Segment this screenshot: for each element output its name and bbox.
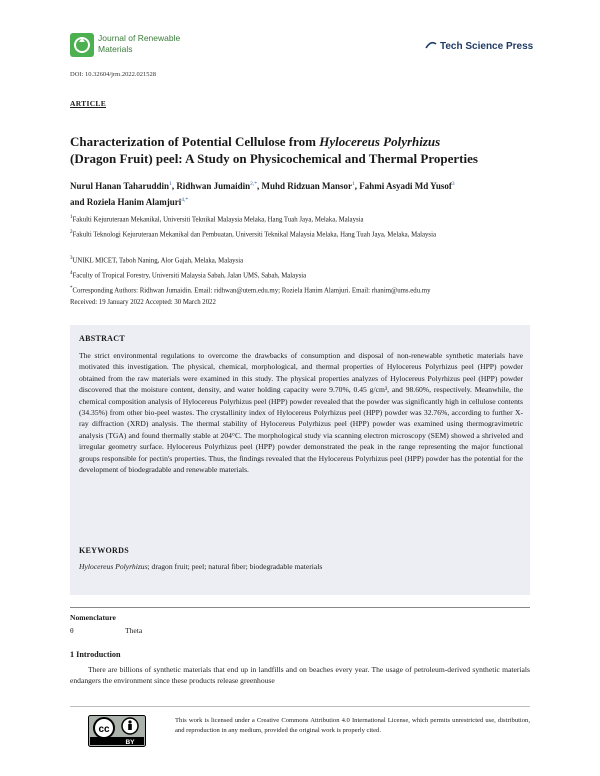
abstract-heading: ABSTRACT: [79, 334, 125, 343]
author: Muhd Ridzuan Mansor$^1$,: [261, 181, 360, 191]
author: and Roziela Hanim Alamjuri$^{4,*}$: [70, 197, 189, 207]
affiliation: $^3$UNIKL MICET, Taboh Naning, Alor Gajah, Melaka, Malaysia: [70, 256, 244, 265]
journal-name: Journal of Renewable Materials: [98, 33, 181, 54]
keywords-text: Hylocereus Polyrhizus; dragon fruit; peel; natural fiber; biodegradable materials: [79, 562, 323, 571]
corresponding-authors: *Corresponding Authors: Ridhwan Jumaidin. Email: ridhwan@utem.edu.my; Roziela Hanim Alamjuri. Email: rhanim@ums.edu.my: [70, 286, 431, 295]
author: Fahmi Asyadi Md Yusof$^3$: [359, 181, 455, 191]
paper-title: Characterization of Potential Cellulose from Hylocereus Polyrhizus (Dragon Fruit) peel: A Study on Physicochemical and Thermal Properties: [70, 134, 478, 166]
nomenclature-heading: Nomenclature: [70, 613, 116, 622]
nomenclature-symbol: θ: [70, 626, 74, 635]
license-text: This work is licensed under a Creative Commons Attribution 4.0 International License, which permits unrestricted use, distribution, and reproduction in any medium, provided the original work is properly cited.: [175, 717, 530, 734]
author-list: [70, 177, 540, 209]
creative-commons-by-icon: [88, 715, 146, 747]
svg-text:cc: cc: [98, 724, 110, 735]
nomenclature-divider: [70, 607, 530, 608]
journal-logo-icon: [70, 33, 94, 57]
publisher-swoosh-icon: [425, 40, 437, 52]
affiliation: $^2$Fakulti Teknologi Kejuruteraan Mekanikal dan Pembuatan, Universiti Teknikal Malaysia Melaka, Hang Tuah Jaya, Melaka, Malaysia: [70, 230, 436, 239]
svg-text:BY: BY: [125, 739, 135, 746]
affiliation: $^1$Fakulti Kejuruteraan Mekanikal, Universiti Teknikal Malaysia Melaka, Hang Tuah Jaya, Melaka, Malaysia: [70, 215, 364, 224]
author: Nurul Hanan Taharuddin$^1$,: [70, 181, 177, 191]
keywords-heading: KEYWORDS: [79, 546, 129, 555]
affiliation: $^4$Faculty of Tropical Forestry, Universiti Malaysia Sabah, Jalan UMS, Sabah, Malaysia: [70, 271, 307, 280]
nomenclature-definition: Theta: [125, 626, 143, 635]
introduction-heading: 1 Introduction: [70, 650, 121, 659]
doi: DOI: 10.32604/jrm.2022.021528: [70, 71, 156, 78]
author: Ridhwan Jumaidin$^{2,*}$,: [176, 181, 262, 191]
abstract-text: The strict environmental regulations to overcome the drawbacks of consumption and disposal of non-renewable synthetic materials have motivated this investigation. The physical, chemical, morphological, and thermal properties of Hylocereus Polyrhizus peel (HPP) powder obtained from the raw materials were examined in this study. The physical properties analyzes of Hylocereus Polyrhizus peel (HPP) powder discovered that the moisture content, density, and water holding capacity were 9.70%, 0.45 g/cm³, and 98.60%, respectively. Meanwhile, the chemical composition analysis of Hylocereus Polyrhizus peel (HPP) powder revealed that the powder was significantly high in cellulose contents (34.35%) from other bio-peel wastes. The crystallinity index of Hylocereus Polyrhizus peel (HPP) powder was 32.76%, according to further X-ray diffraction (XRD) analysis. The thermal stability of Hylocereus Polyrhizus peel (HPP) powder was examined using thermogravimetric analysis (TGA) and found thermally stable at 204°C. The morphological study via scanning electron microscopy (SEM) showed a shriveled and irregular geometry surface. Hylocereus Polyrhizus peel (HPP) powder demonstrated the peak in the range representing the major functional groups responsible for pectin's properties. Thus, the findings revealed that the Hylocereus Polyrhizus peel (HPP) powder has the potential for the development of biodegradable and renewable materials.: [79, 351, 523, 475]
received-accepted-dates: Received: 19 January 2022 Accepted: 30 March 2022: [70, 299, 216, 306]
article-type-label: ARTICLE: [70, 99, 107, 108]
publisher-logo: Tech Science Press: [425, 40, 533, 52]
introduction-text: There are billions of synthetic materials that end up in landfills and on beaches every year. The usage of petroleum-derived synthetic materials endangers the environment since these products release greenhouse: [70, 665, 530, 686]
footer-divider: [70, 706, 530, 707]
